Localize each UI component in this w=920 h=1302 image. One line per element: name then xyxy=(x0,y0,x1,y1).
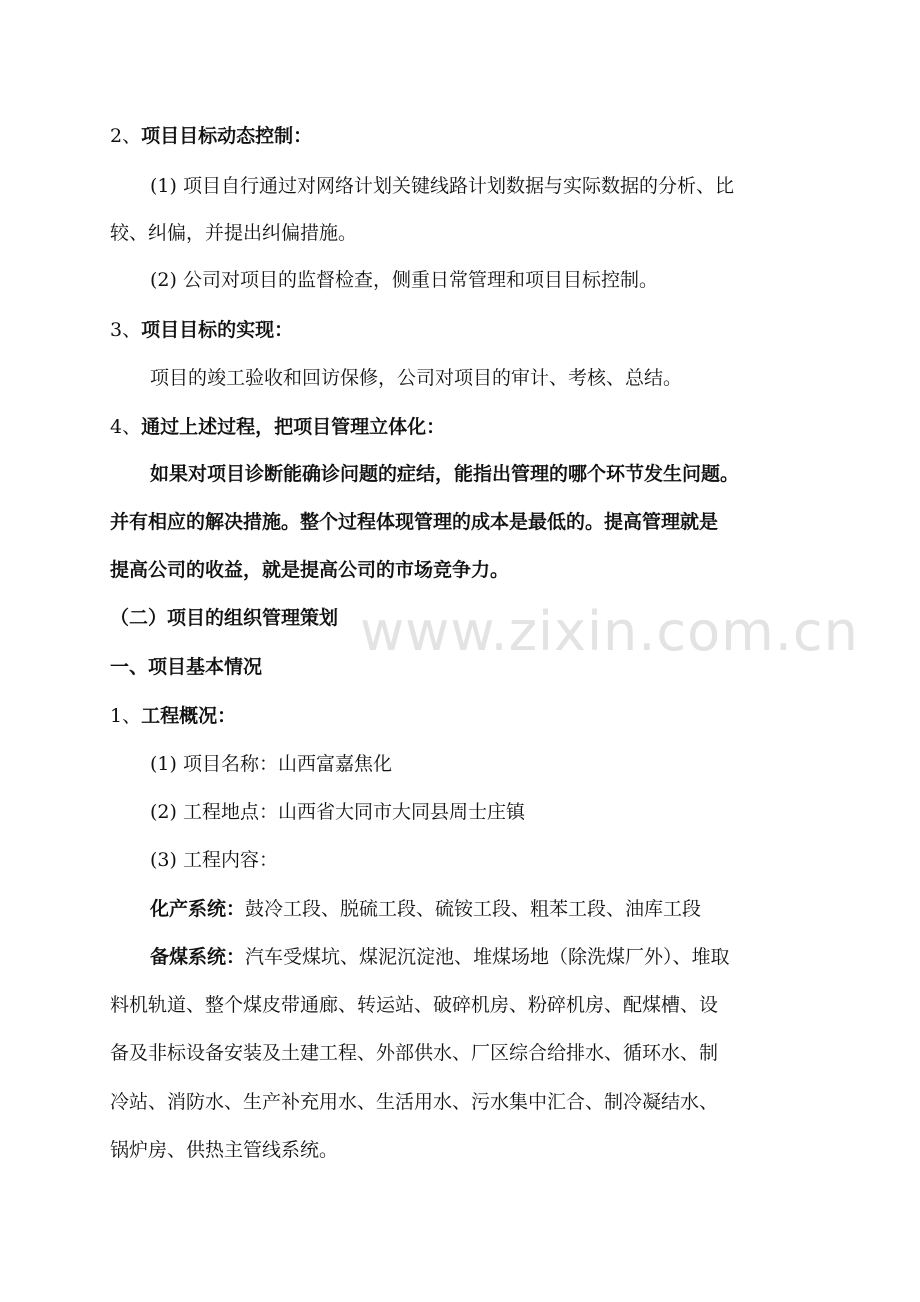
bold-paragraph-line: 提高公司的收益，就是提高公司的市场竞争力。 xyxy=(110,559,510,581)
paragraph-line: (1) 项目自行通过对网络计划关键线路计划数据与实际数据的分析、比 xyxy=(150,175,734,197)
paragraph-line: 冷站、消防水、生产补充用水、生活用水、污水集中汇合、制冷凝结水、 xyxy=(110,1091,719,1113)
item-number: (2) xyxy=(150,801,183,823)
paragraph-line: 较、纠偏，并提出纠偏措施。 xyxy=(110,222,358,244)
section-heading: 一、项目基本情况 xyxy=(110,656,263,678)
system-line xyxy=(150,943,730,971)
paragraph-line: 锅炉房、供热主管线系统。 xyxy=(110,1139,339,1161)
paragraph-line: 项目的竣工验收和回访保修，公司对项目的审计、考核、总结。 xyxy=(150,367,683,389)
item-number: (3) xyxy=(150,849,183,871)
heading-3 xyxy=(110,316,293,344)
heading-2 xyxy=(110,122,312,150)
paragraph-line: 备及非标设备安装及土建工程、外部供水、厂区综合给排水、循环水、制 xyxy=(110,1042,719,1064)
heading-number: 1、 xyxy=(110,705,142,727)
heading-number: 2、 xyxy=(110,125,142,147)
item-label: 项目名称： xyxy=(182,753,278,775)
item-label: 工程内容： xyxy=(182,849,278,871)
heading-number: 3、 xyxy=(110,319,142,341)
heading-text: 项目目标的实现： xyxy=(141,319,294,341)
item-number: (1) xyxy=(150,753,183,775)
heading-number: 4、 xyxy=(110,416,142,438)
system-label: 备煤系统： xyxy=(150,946,246,968)
item-label: 工程地点： xyxy=(182,801,278,823)
item-value: 山西省大同市大同县周士庄镇 xyxy=(277,801,525,823)
heading-text: 工程概况： xyxy=(141,705,237,727)
watermark: www.zixin.com.cn xyxy=(360,600,859,663)
list-item xyxy=(150,846,278,874)
heading-4 xyxy=(110,413,445,441)
paragraph-line: 料机轨道、整个煤皮带通廊、转运站、破碎机房、粉碎机房、配煤槽、设 xyxy=(110,994,719,1016)
heading-1 xyxy=(110,702,236,730)
heading-text: 项目目标动态控制： xyxy=(141,125,313,147)
bold-paragraph-line: 如果对项目诊断能确诊问题的症结，能指出管理的哪个环节发生问题。 xyxy=(150,463,740,485)
system-label: 化产系统： xyxy=(150,898,246,920)
list-item xyxy=(150,798,525,826)
system-value: 鼓冷工段、脱硫工段、硫铵工段、粗苯工段、油库工段 xyxy=(245,898,702,920)
list-item xyxy=(150,750,392,778)
paragraph-line: (2) 公司对项目的监督检查，侧重日常管理和项目目标控制。 xyxy=(150,269,658,291)
item-value: 山西富嘉焦化 xyxy=(277,753,392,775)
bold-paragraph-line: 并有相应的解决措施。整个过程体现管理的成本是最低的。提高管理就是 xyxy=(110,511,719,533)
system-value: 汽车受煤坑、煤泥沉淀池、堆煤场地（除洗煤厂外）、堆取 xyxy=(245,946,730,968)
system-line xyxy=(150,895,701,923)
section-heading: （二）项目的组织管理策划 xyxy=(110,607,339,629)
heading-text: 通过上述过程，把项目管理立体化： xyxy=(141,416,446,438)
